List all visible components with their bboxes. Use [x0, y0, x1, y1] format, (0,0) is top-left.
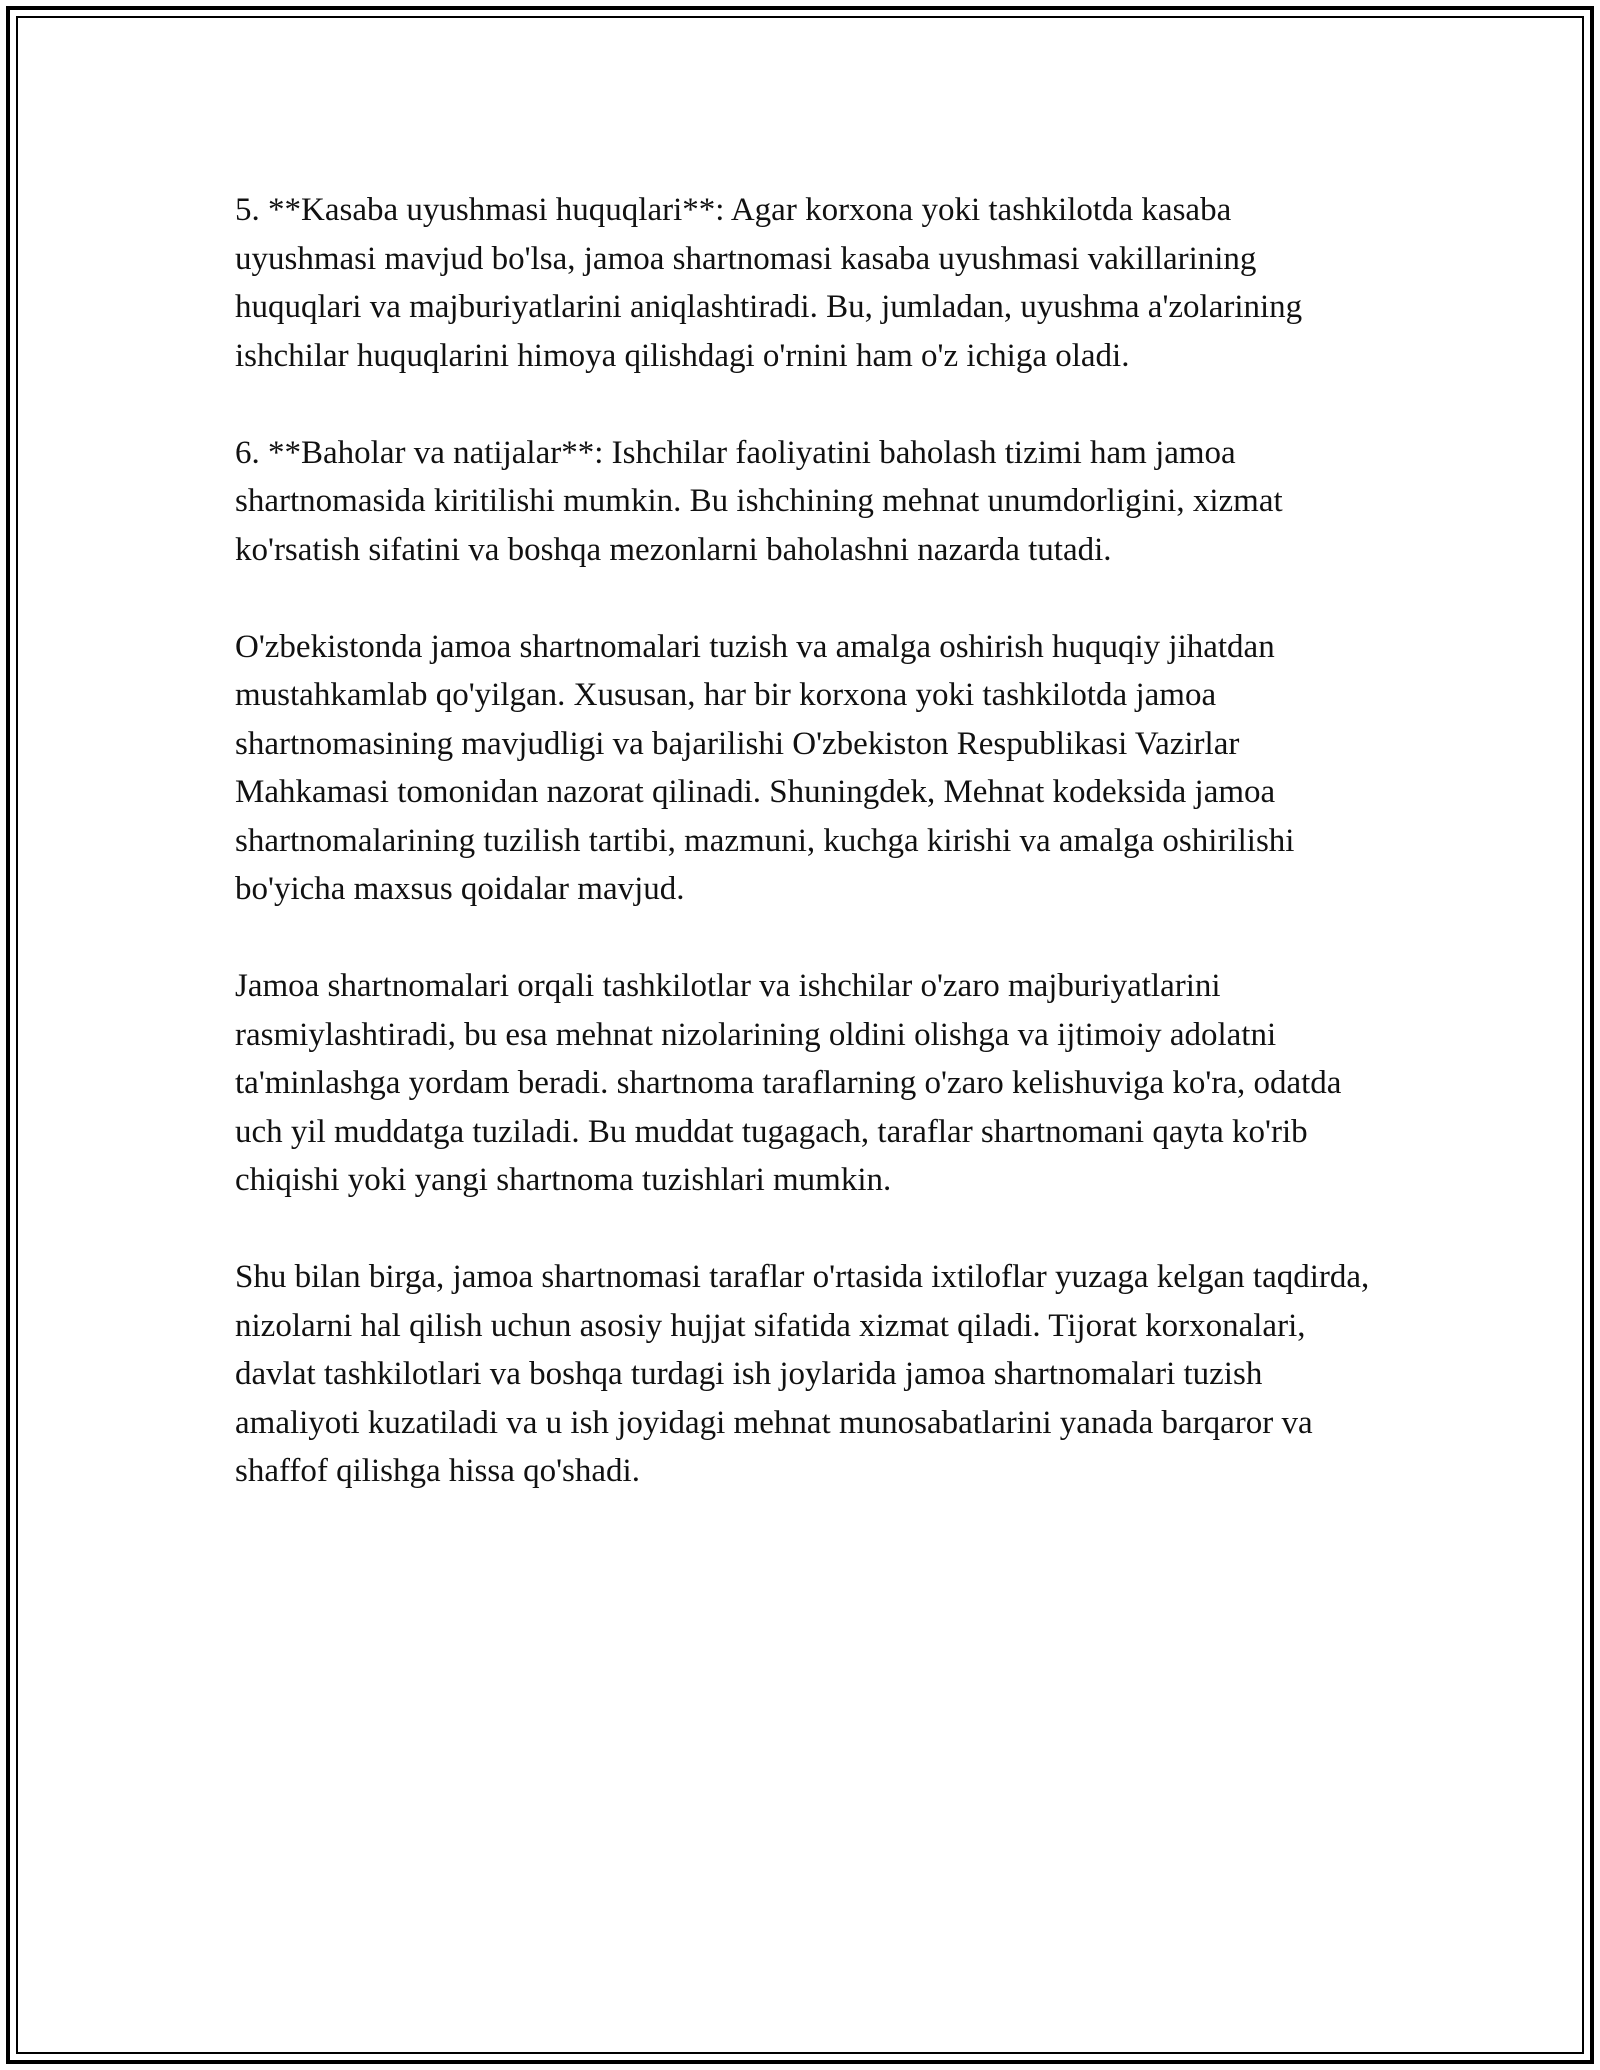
paragraph-uzbekistan-legal-basis: O'zbekistonda jamoa shartnomalari tuzish va amalga oshirish huquqiy jihatdan mustahkamlab qo'yilgan. Xususan, har bir korxona yoki tashkilotda jamoa shartnomasining mavjudligi va bajarilishi O'zbekiston Respublikasi Vazirlar Mahkamasi tomonidan nazorat qilinadi. Shuningdek, Mehnat kodeksida jamoa shartnomalarining tuzilish tartibi, mazmuni, kuchga kirishi va amalga oshirilishi bo'yicha maxsus qoidalar mavjud. [235, 628, 1295, 907]
paragraph-mutual-obligations: Jamoa shartnomalari orqali tashkilotlar va ishchilar o'zaro majburiyatlarini rasmiylashtiradi, bu esa mehnat nizolarining oldini olishga va ijtimoiy adolatni ta'minlashga yordam beradi. shartnoma taraflarning o'zaro kelishuviga ko'ra, odatda uch yil muddatga tuziladi. Bu muddat tugagach, taraflar shartnomani qayta ko'rib chiqishi yoki yangi shartnoma tuzishlari mumkin. [235, 968, 1342, 1198]
paragraph-dispute-resolution: Shu bilan birga, jamoa shartnomasi taraflar o'rtasida ixtiloflar yuzaga kelgan taqdirda, nizolarni hal qilish uchun asosiy hujjat sifatida xizmat qiladi. Tijorat korxonalari, davlat tashkilotlari va boshqa turdagi ish joylarida jamoa shartnomalari tuzish amaliyoti kuzatiladi va u ish joyidagi mehnat munosabatlarini yanada barqaror va shaffof qilishga hissa qo'shadi. [235, 1259, 1370, 1489]
paragraph-trade-union-rights: 5. **Kasaba uyushmasi huquqlari**: Agar korxona yoki tashkilotda kasaba uyushmasi mavjud bo'lsa, jamoa shartnomasi kasaba uyushmasi vakillarining huquqlari va majburiyatlarini aniqlashtiradi. Bu, jumladan, uyushma a'zolarining ishchilar huquqlarini himoya qilishdagi o'rnini ham o'z ichiga oladi. [235, 192, 1303, 374]
paragraph-evaluations-results: 6. **Baholar va natijalar**: Ishchilar faoliyatini baholash tizimi ham jamoa shartnomasida kiritilishi mumkin. Bu ishchining mehnat unumdorligini, xizmat ko'rsatish sifatini va boshqa mezonlarni baholashni nazarda tutadi. [235, 434, 1283, 568]
document-body [235, 186, 1375, 1544]
